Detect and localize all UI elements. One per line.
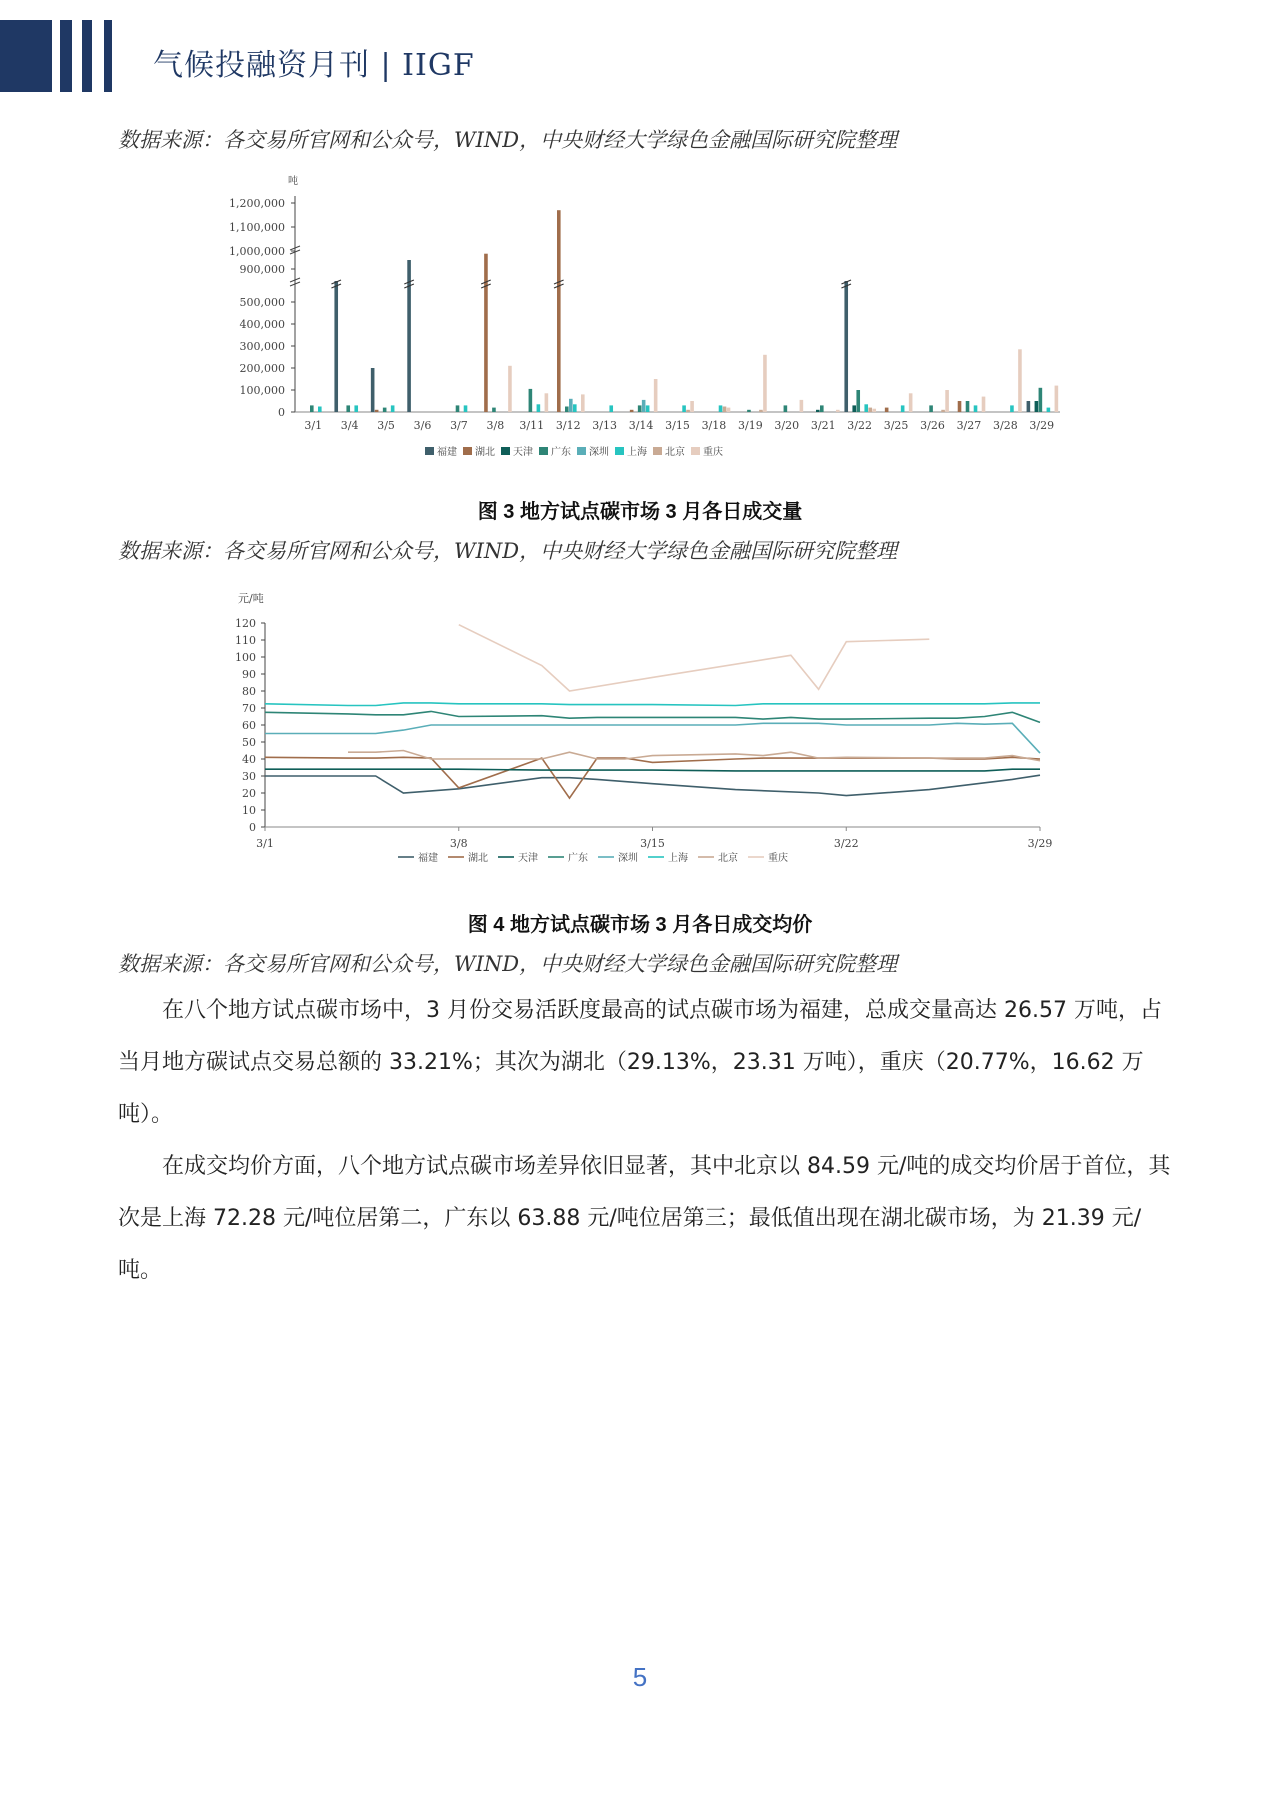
legend-label: 天津 xyxy=(513,447,533,458)
bar xyxy=(1018,349,1022,412)
x-tick-label: 3/21 xyxy=(810,419,836,432)
bar xyxy=(690,401,694,412)
bar xyxy=(966,401,970,412)
bar xyxy=(391,405,395,412)
bar xyxy=(763,355,767,412)
y-tick-label: 120 xyxy=(235,617,256,630)
bar xyxy=(646,405,650,412)
bar xyxy=(371,368,375,412)
bar xyxy=(581,394,585,412)
x-tick-label: 3/28 xyxy=(993,419,1018,432)
y-tick-label: 30 xyxy=(242,770,256,783)
legend-swatch xyxy=(577,447,586,455)
legend-label: 上海 xyxy=(668,853,688,864)
bar xyxy=(868,408,872,412)
x-tick-label: 3/5 xyxy=(377,419,395,432)
y-axis-unit: 吨 xyxy=(288,176,298,187)
bar xyxy=(686,410,690,412)
x-tick-label: 3/6 xyxy=(413,419,432,432)
y-tick-label: 10 xyxy=(242,804,256,817)
bar xyxy=(354,405,358,412)
x-tick-label: 3/22 xyxy=(847,419,872,432)
y-tick-label: 900,000 xyxy=(239,263,285,276)
legend-label: 广东 xyxy=(551,447,571,458)
series-line xyxy=(459,625,930,691)
body-text xyxy=(118,985,1173,1297)
series-line xyxy=(265,703,1040,706)
bar xyxy=(856,390,860,412)
page-number: 5 xyxy=(632,1662,648,1692)
y-tick-label: 60 xyxy=(242,719,256,732)
bar xyxy=(484,254,488,412)
bar xyxy=(569,399,573,412)
bar xyxy=(719,405,723,412)
bar xyxy=(318,407,322,413)
legend-label: 深圳 xyxy=(589,447,609,458)
bar xyxy=(727,408,731,412)
bar xyxy=(1039,388,1043,412)
series-line xyxy=(265,769,1040,771)
figure-4-caption: 图 4 地方试点碳市场 3 月各日成交均价 xyxy=(467,914,813,936)
y-tick-label: 20 xyxy=(242,787,256,800)
legend-swatch xyxy=(463,447,472,455)
bar xyxy=(885,408,889,412)
y-tick-label: 300,000 xyxy=(239,340,285,353)
y-tick-label: 90 xyxy=(242,668,256,681)
bar xyxy=(958,401,962,412)
x-tick-label: 3/13 xyxy=(592,419,617,432)
bar xyxy=(310,405,314,412)
bar xyxy=(334,281,338,412)
bar xyxy=(1035,401,1039,412)
x-tick-label: 3/11 xyxy=(519,419,545,432)
bar xyxy=(929,405,933,412)
y-tick-label: 0 xyxy=(278,406,285,419)
bar xyxy=(508,366,512,412)
bar xyxy=(638,405,642,412)
figure-3-caption: 图 3 地方试点碳市场 3 月各日成交量 xyxy=(477,501,803,523)
x-tick-label: 3/29 xyxy=(1029,419,1055,432)
bar xyxy=(974,405,978,412)
y-axis-unit: 元/吨 xyxy=(238,592,264,605)
legend-label: 重庆 xyxy=(768,853,788,864)
y-tick-label: 100 xyxy=(235,651,256,664)
series-line xyxy=(265,723,1040,753)
legend-label: 福建 xyxy=(437,447,457,458)
bar xyxy=(852,405,856,412)
y-tick-label: 400,000 xyxy=(239,318,285,331)
x-tick-label: 3/15 xyxy=(665,419,690,432)
source-note: 数据来源：各交易所官网和公众号，WIND，中央财经大学绿色金融国际研究院整理 xyxy=(118,128,898,152)
legend-label: 福建 xyxy=(418,853,438,864)
bar xyxy=(375,410,379,412)
bar xyxy=(1010,405,1014,412)
bar xyxy=(844,281,848,412)
y-tick-label: 1,100,000 xyxy=(229,221,285,234)
bar xyxy=(759,410,763,412)
y-tick-label: 50 xyxy=(242,736,256,749)
bar xyxy=(982,397,986,412)
series-line xyxy=(348,751,1040,761)
legend-label: 广东 xyxy=(568,853,588,864)
legend-swatch xyxy=(691,447,700,455)
bar xyxy=(909,393,913,412)
bar xyxy=(1055,386,1059,412)
legend-swatch xyxy=(425,447,434,455)
bar xyxy=(945,390,949,412)
bar xyxy=(630,410,634,412)
paragraph-volume: 在八个地方试点碳市场中，3 月份交易活跃度最高的试点碳市场为福建，总成交量高达 26.57 万吨，占当月地方碳试点交易总额的 33.21%；其次为湖北（29.13%，23.31 万吨），重庆（20.77%，16.62 万吨）。 xyxy=(118,998,1162,1127)
legend-label: 湖北 xyxy=(475,447,495,458)
x-tick-label: 3/4 xyxy=(340,419,359,432)
x-tick-label: 3/29 xyxy=(1027,837,1053,850)
y-tick-label: 100,000 xyxy=(239,384,285,397)
legend-label: 北京 xyxy=(665,447,685,458)
x-tick-label: 3/20 xyxy=(774,419,800,432)
bar xyxy=(537,404,541,412)
x-tick-label: 3/8 xyxy=(486,419,505,432)
bar xyxy=(1027,401,1031,412)
y-tick-label: 40 xyxy=(242,753,256,766)
bar xyxy=(1047,408,1051,412)
legend-swatch xyxy=(501,447,510,455)
legend-label: 深圳 xyxy=(618,853,638,864)
x-tick-label: 3/1 xyxy=(304,419,323,432)
legend-swatch xyxy=(615,447,624,455)
x-tick-label: 3/15 xyxy=(640,837,665,850)
bar xyxy=(642,400,646,412)
x-tick-label: 3/25 xyxy=(883,419,909,432)
series-line xyxy=(265,757,1040,798)
y-tick-label: 1,200,000 xyxy=(229,197,285,210)
bar xyxy=(836,410,840,412)
bar xyxy=(682,405,686,412)
x-tick-label: 3/14 xyxy=(628,419,654,432)
legend-label: 北京 xyxy=(718,853,738,864)
x-tick-label: 3/12 xyxy=(555,419,581,432)
bar xyxy=(545,393,549,412)
bar xyxy=(747,410,751,412)
x-tick-label: 3/26 xyxy=(920,419,945,432)
source-note: 数据来源：各交易所官网和公众号，WIND，中央财经大学绿色金融国际研究院整理 xyxy=(118,952,898,976)
legend-label: 上海 xyxy=(627,447,647,458)
bar xyxy=(723,407,727,413)
bar xyxy=(573,404,577,412)
legend-label: 重庆 xyxy=(703,447,723,458)
y-tick-label: 0 xyxy=(249,821,256,834)
bar xyxy=(820,405,824,412)
bar xyxy=(941,410,945,412)
source-note: 数据来源：各交易所官网和公众号，WIND，中央财经大学绿色金融国际研究院整理 xyxy=(118,539,898,563)
bar xyxy=(864,404,868,412)
y-tick-label: 500,000 xyxy=(239,296,285,309)
bar xyxy=(816,410,820,412)
x-tick-label: 3/7 xyxy=(450,419,468,432)
bar xyxy=(464,405,468,412)
header-title: 气候投融资月刊 | IIGF xyxy=(153,48,475,83)
y-tick-label: 70 xyxy=(242,702,256,715)
legend-label: 湖北 xyxy=(468,853,488,864)
bar xyxy=(492,408,496,412)
daily-avg-price-line-chart xyxy=(0,578,1280,878)
legend-label: 天津 xyxy=(518,853,538,864)
bar xyxy=(901,405,905,412)
bar xyxy=(346,405,350,412)
x-tick-label: 3/19 xyxy=(738,419,763,432)
bar xyxy=(565,407,569,413)
x-tick-label: 3/27 xyxy=(956,419,982,432)
y-tick-label: 80 xyxy=(242,685,256,698)
bar xyxy=(609,405,613,412)
bar xyxy=(784,405,788,412)
legend-swatch xyxy=(539,447,548,455)
bar xyxy=(872,409,876,412)
y-tick-label: 110 xyxy=(235,634,256,647)
y-tick-label: 200,000 xyxy=(239,362,285,375)
y-tick-label: 1,000,000 xyxy=(229,245,285,258)
bar xyxy=(557,210,561,412)
daily-volume-bar-chart xyxy=(0,160,1280,460)
bar xyxy=(383,408,387,412)
bar xyxy=(654,379,658,412)
x-tick-label: 3/1 xyxy=(256,837,274,850)
series-line xyxy=(265,711,1040,722)
paragraph-price: 在成交均价方面，八个地方试点碳市场差异依旧显著，其中北京以 84.59 元/吨的成交均价居于首位，其次是上海 72.28 元/吨位居第二，广东以 63.88 元/吨位居第三；最低值出现在湖北碳市场，为 21.39 元/吨。 xyxy=(118,1154,1171,1283)
x-tick-label: 3/18 xyxy=(701,419,727,432)
bar xyxy=(800,400,804,412)
x-tick-label: 3/8 xyxy=(449,837,468,850)
x-tick-label: 3/22 xyxy=(833,837,859,850)
legend-swatch xyxy=(653,447,662,455)
bar xyxy=(456,405,460,412)
bar xyxy=(529,389,533,412)
series-line xyxy=(265,775,1040,795)
